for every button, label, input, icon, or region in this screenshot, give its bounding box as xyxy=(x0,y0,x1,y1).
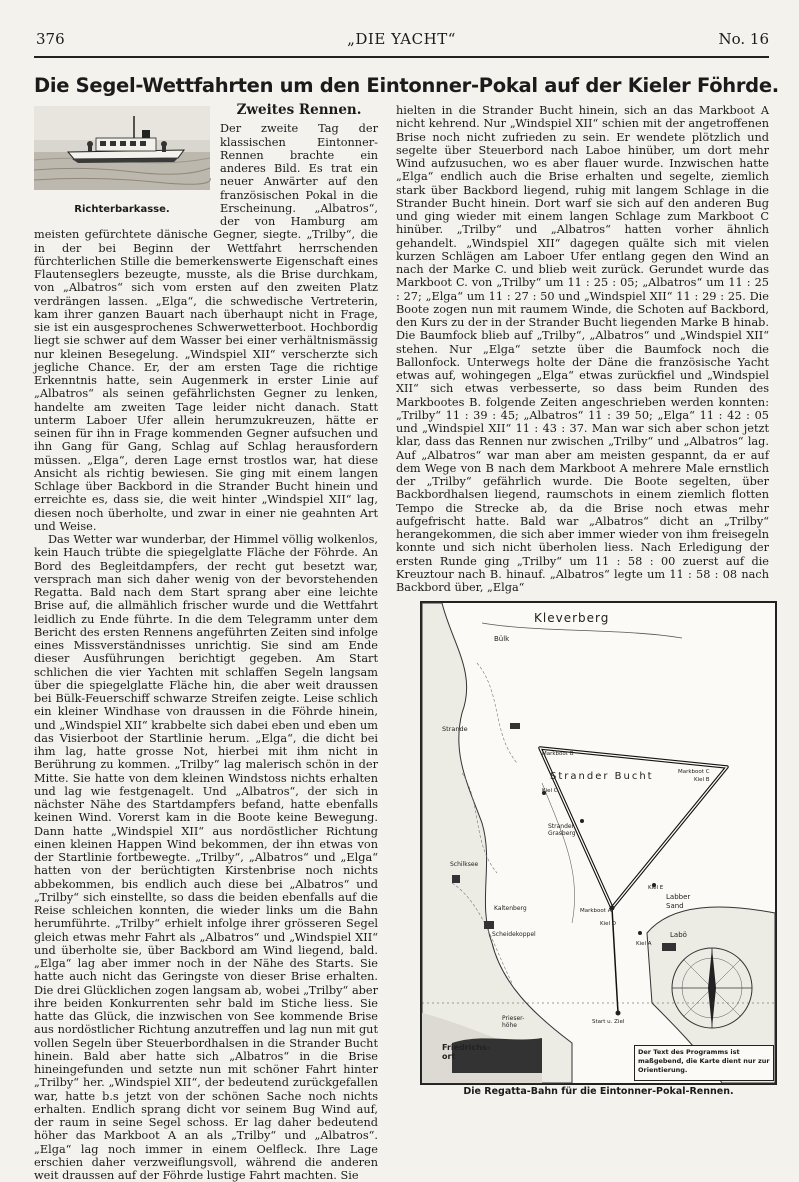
magazine-page xyxy=(34,0,779,1182)
label-kleverberg: Kleverberg xyxy=(534,611,610,625)
label-friedrichsort: Friedrichs-ort xyxy=(442,1043,490,1061)
map-caption: Die Regatta-Bahn für die Eintonner-Pokal-Rennen. xyxy=(463,1086,734,1097)
label-markboot-c: Markboot C xyxy=(678,769,710,775)
regatta-course-map xyxy=(420,601,777,1085)
journal-title: „DIE YACHT“ xyxy=(347,30,456,48)
label-strande: Strande xyxy=(442,725,468,733)
page-number: 376 xyxy=(36,30,65,48)
page-header xyxy=(34,30,769,52)
label-kiel-b: Kiel B xyxy=(694,777,710,783)
label-kiel-e: Kiel E xyxy=(648,885,664,891)
label-markboot-a: Markboot A xyxy=(580,908,612,914)
photo-caption: Richterbarkasse. xyxy=(74,204,170,216)
label-start-ziel: Start u. Ziel xyxy=(592,1019,625,1025)
photo-figure xyxy=(34,106,210,217)
section-subhead: Zweites Rennen. xyxy=(236,102,362,118)
label-strander-grasberg: Strander Grasberg xyxy=(548,823,576,837)
right-column xyxy=(396,104,769,592)
left-paragraph-1: Der zweite Tag der klassischen Eintonner-Rennen brachte ein anderes Bild. Es trat ein neuer Anwärter auf den französischen Pokal in die Erscheinung. „Albatros“, der von Hamburg am meisten gefürchtete dänische Gegner, siegte. „Trilby“, die in der bei Beginn der Wettfahrt herrschenden fürchterlichen Stille die bemerkenswerte Eigenschaft eines Flautenseglers bezeugte, musste, als die Brise durchkam, von „Albatros“ sich vom ersten auf den zweiten Platz verdrängen lassen. „Elga“, die schwedische Vertreterin, kam ihrer ganzen Bauart nach überhaupt nicht in Frage, sie ist ein ausgesprochenes Schwerwetterboot. Hochbordig liegt sie schwer auf dem Wasser bei einer verhältnismässig nur kleinen Besegelung. „Windspiel XII“ verscherzte sich jegliche Chance. Er, der am ersten Tage die richtige Erkenntnis hatte, sein Augenmerk in erster Linie auf „Albatros“ als seinen gefährlichsten Gegner zu lenken, handelte am zweiten Tage leider nicht danach. Statt unterm Laboer Ufer allein herumzukreuzen, hätte er seinen für ihn in Frage kommenden Gegner aufsuchen und ihn Gang für Gang, Schlag auf Schlag herausfordern müssen. „Elga“, deren Lage ernst trostlos war, hat diese Ansicht als richtig bewiesen. Sie ging mit einem langen Schlage über Backbord in die Strander Bucht hinein und erreichte es, dass sie, die weit hinter „Windspiel XII“ lag, diesen noch überholte, und zwar in einer nie geahnten Art und Weise. xyxy=(34,122,378,533)
issue-number: No. 16 xyxy=(718,30,769,48)
label-strander-bucht: Strander Bucht xyxy=(550,771,654,782)
label-kaltenberg: Kaltenberg xyxy=(494,905,527,912)
label-scheidekoppel: Scheidekoppel xyxy=(492,931,536,938)
map-drawing xyxy=(422,603,775,1083)
left-paragraph-2: Das Wetter war wunderbar, der Himmel völlig wolkenlos, kein Hauch trübte die spiegelglatte Fläche der Föhrde. An Bord des Begleitdampfers, der recht gut besetzt war, versprach man sich daher wenig von der bevorstehenden Regatta. Bald nach dem Start sprang aber eine leichte Brise auf, die allmählich frischer wurde und die Wettfahrt leidlich zu Ende führte. In die dem Telegramm unter dem Bericht des ersten Rennens angeführten Zeiten sind infolge eines Missverständnisses unrichtig. Sie sind am Ende dieser Ausführungen berichtigt gegeben. Am Start schlichen die vier Yachten mit schlaffen Segeln langsam über die spiegelglatte Fläche hin, die aber weit draussen bei Bülk-Feuerschiff schwarze Streifen zeigte. Leise schlich ein kleiner Windhase von draussen in die Föhrde hinein, und „Windspiel XII“ krabbelte sich dabei eben und eben um das Visierboot der Startlinie herum. „Elga“, die dicht bei ihm lag, hatte grosse Not, hierbei mit ihm nicht in Berührung zu kommen. „Trilby“ lag malerisch schön in der Mitte. Sie hatte von dem kleinen Windstoss nichts erhalten und lag wie festgenagelt. Und „Albatros“, der sich in nächster Nähe des Startdampfers befand, hatte ebenfalls keinen Wind. Vorerst kam in die Boote keine Bewegung. Dann hatte „Windspiel XII“ aus nordöstlicher Richtung einen kleinen Happen Wind bekommen, der ihn etwas von der Startlinie fortbewegte. „Trilby“, „Albatros“ und „Elga“ hatten von der berüchtigten Kirstenbrise noch nichts abbekommen, bis endlich auch diese bei „Albatros“ und „Trilby“ sich einstellte, so dass die beiden ebenfalls auf die Reise schleichen konnten, die wieder links um die Bahn herumführte. „Trilby“ erhielt infolge ihrer grösseren Segel gleich etwas mehr Fahrt als „Albatros“ und „Windspiel XII“ und überholte sie, über Backbord am Wind liegend, bald. „Elga“ lag aber immer noch in der Nähe des Starts. Sie hatte auch nicht das Geringste von dieser Brise erhalten. Die drei Glücklichen zogen langsam ab, wobei „Trilby“ aber ihre beiden Konkurrenten sehr bald im Stiche liess. Sie hatte das Glück, die inzwischen von See kommende Brise aus nordöstlicher Richtung anzutreffen und lag nun mit gut vollen Segeln über Steuerbordhalsen in die Strander Bucht hinein. Bald aber hatte sich „Albatros“ in die Brise hineingefunden und setzte nun mit schöner Fahrt hinter „Trilby“ her. „Windspiel XII“, der bedeutend zurückgefallen war, hatte b.s jetzt von der schönen Sache noch nichts erhalten. Endlich sprang dicht vor seinem Bug Wind auf, der raum in seine Segel schoss. Er lag daher bedeutend höher das Markboot A an als „Trilby“ und „Albatros“. „Elga“ lag noch immer in einem Oelfleck. Ihre Lage erschien daher verzweiflungsvoll, während die anderen weit draussen auf der Föhrde lustige Fahrt machten. Sie xyxy=(34,533,378,1182)
label-markboot-b: Markboot B xyxy=(542,751,574,757)
map-legend-note: Der Text des Programms ist maßgebend, die Karte dient nur zur Orientierung. xyxy=(634,1045,774,1081)
label-kiel-d: Kiel D xyxy=(600,921,617,927)
right-paragraph-1: hielten in die Strander Bucht hinein, sich an das Markboot A nicht kehrend. Nur „Windspiel XII“ schien mit der angetroffenen Brise noch nicht zufrieden zu sein. Er wendete plötzlich und segelte über Steuerbord nach Laboe hinüber, um dort mehr Wind aufzusuchen, wo es aber flauer wurde. Inzwischen hatte „Elga“ endlich auch die Brise erhalten und segelte, ziemlich stark über Backbord liegend, ruhig mit langem Schlage in die Strander Bucht hinein. Dort warf sie sich auf den anderen Bug und ging wieder mit einem langen Schlage zum Markboot C hinüber. „Trilby“ und „Albatros“ hatten vorher ähnlich gehandelt. „Windspiel XII“ dagegen quälte sich mit vielen kurzen Schlägen am Laboer Ufer entlang gegen den Wind an nach der Marke C. und blieb weit zurück. Gerundet wurde das Markboot C. von „Trilby“ um 11 : 25 : 05; „Albatros“ um 11 : 25 : 27; „Elga“ um 11 : 27 : 50 und „Windspiel XII“ 11 : 29 : 25. Die Boote zogen nun mit raumem Winde, die Schoten auf Backbord, den Kurs zu der in der Strander Bucht liegenden Marke B hinab. Die Baumfock blieb auf „Trilby“, „Albatros“ und „Windspiel XII“ stehen. Nur „Elga“ setzte über die Baumfock noch die Ballonfock. Unterwegs holte der Däne die französische Yacht etwas auf, wohingegen „Elga“ etwas zurückfiel und „Windspiel XII“ sich etwas verbesserte, so dass beim Runden des Markbootes B. folgende Zeiten angeschrieben werden konnten: „Trilby“ 11 : 39 : 45; „Albatros“ 11 : 39 50; „Elga“ 11 : 42 : 05 und „Windspiel XII“ 11 : 43 : 37. Man war sich aber schon jetzt klar, dass das Rennen nur zwischen „Trilby“ und „Albatros“ lag. Auf „Albatros“ war man aber am meisten gespannt, da er auf dem Wege von B nach dem Markboot A mehrere Male ernstlich der „Trilby“ gefährlich wurde. Die Boote segelten, über Backbordhalsen liegend, raumschots in einem ziemlich flotten Tempo die Strecke ab, da die Brise noch etwas mehr aufgefrischt hatte. Bald war „Albatros“ dicht an „Trilby“ herangekommen, die sich aber immer wieder von ihm freisegeln konnte und sich nicht überholen liess. Nach Erledigung der ersten Runde ging „Trilby“ um 11 : 58 : 00 zuerst auf die Kreuztour nach B. hinauf. „Albatros“ legte um 11 : 58 : 08 nach Backbord über, „Elga“ xyxy=(396,104,769,594)
label-schilksee: Schilksee xyxy=(450,861,479,868)
label-bulk: Bülk xyxy=(494,635,510,643)
label-kiel-c: Kiel C xyxy=(542,788,558,794)
article-headline: Die Segel-Wettfahrten um den Eintonner-Pokal auf der Kieler Föhrde. xyxy=(34,74,779,97)
motor-launch-photo xyxy=(34,106,210,190)
label-laboe: Labö xyxy=(670,931,687,939)
left-column xyxy=(34,102,378,1182)
label-priesterhoehe: Prieser-höhe xyxy=(502,1015,525,1029)
label-kiel-a: Kiel A xyxy=(636,941,652,947)
label-labber-sand: Labber Sand xyxy=(666,893,691,910)
header-rule xyxy=(34,56,769,58)
